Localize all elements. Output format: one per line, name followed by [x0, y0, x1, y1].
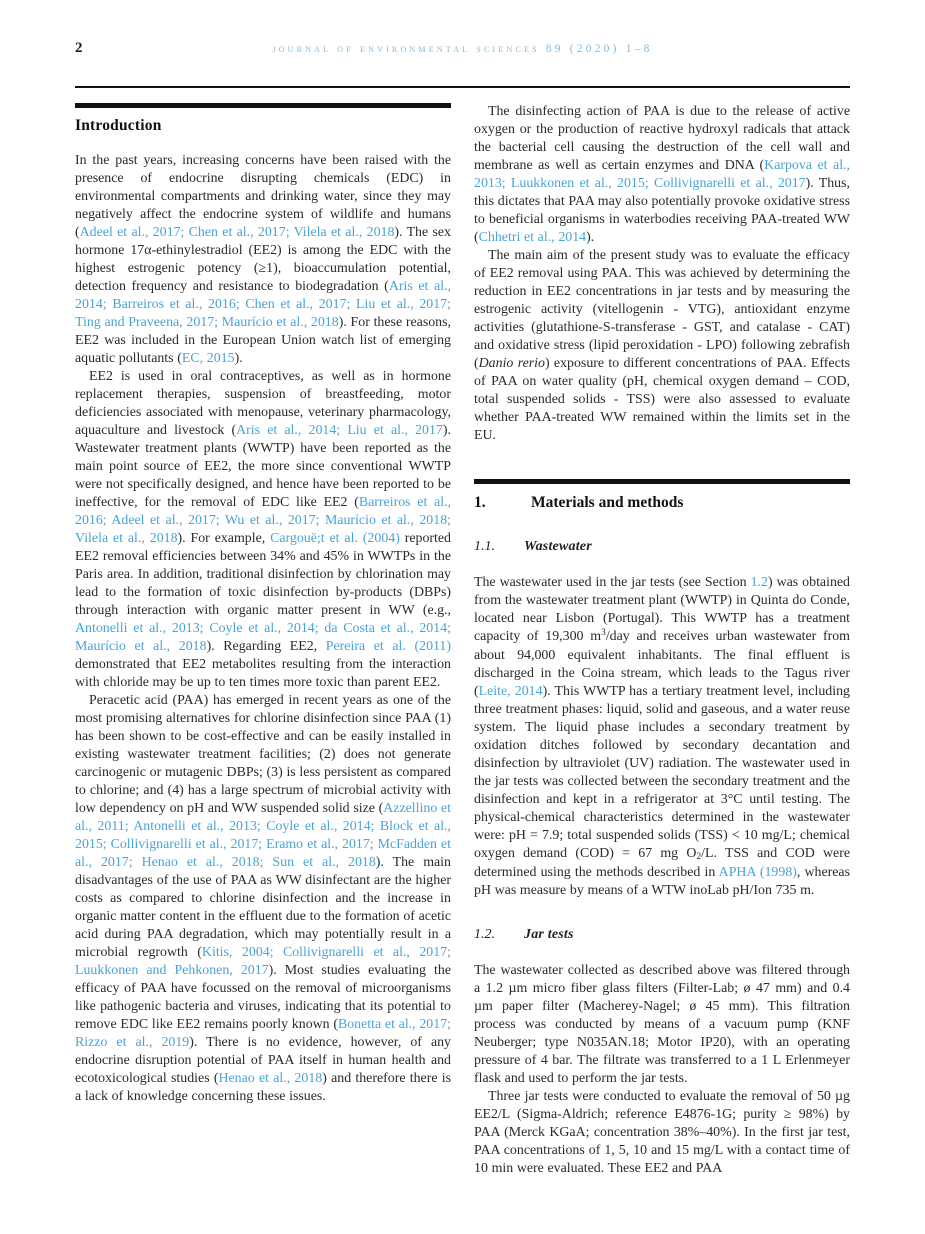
superscript: 3 [601, 627, 606, 639]
citation-link[interactable]: Chhetri et al., 2014 [478, 230, 587, 245]
citation-link[interactable]: Aris et al., 2014; Liu et al., 2017 [236, 422, 443, 438]
text-run: ). [234, 350, 243, 366]
subsection-1-2-title: Jar tests [524, 926, 574, 942]
intro-paragraph-3 [75, 692, 451, 1106]
citation-link[interactable]: Henao et al., 2018 [218, 1070, 323, 1086]
methods-heading [474, 494, 850, 512]
header-rule [75, 86, 850, 88]
text-run: ). There is no evidence, however, of any endocrine disruption potential of PAA itself in human health and ecotoxicological studies ( [75, 1034, 451, 1086]
citation-link[interactable]: Azzellino et al., 2011; Antonelli et al., 2013; Coyle et al., 2014; Block et al., 2015; Collivignarelli et al., 2017; Eramo et al., 2017; McFadden et al., 2017; Henao et al., 2018; Sun et al., 2018 [75, 800, 451, 870]
paragraph-jar-tests-2 [474, 1088, 850, 1178]
citation-link[interactable]: EC, 2015 [181, 350, 235, 366]
text-run: The wastewater collected as described above was filtered through a 1.2 µm micro fiber glass filters (Filter-Lab; ø 47 mm) and 0.4 µm paper filter (Macherey-Nagel; ø 45 mm). This filtration process was conducted by means of a vacuum pump (KNF Neuberger; type N035AN.18; Motor IP20), with an operating pressure of 4 bar. The filtrate was transferred to a 1 L Erlenmeyer flask and used to perform the jar tests. [474, 962, 850, 1086]
citation-link[interactable]: Aris et al., 2014; Barreiros et al., 2016; Chen et al., 2017; Liu et al., 2017; Ting and Praveena, 2017; Maurício et al., 2018 [75, 278, 451, 330]
text-run: Three jar tests were conducted to evaluate the removal of 50 µg EE2/L (Sigma-Aldrich; reference E4876-1G; purity ≥ 98%) by PAA (Merck KGaA; concentration 38%–40%). In the first jar test, PAA concentrations of 1, 5, 10 and 15 mg/L with a contact time of 10 min were evaluated. These EE2 and PAA [474, 1088, 850, 1176]
text-run: EE2 is used in oral contraceptives, as well as in hormone replacement therapies, suspension of breastfeeding, motor deficiencies associated with menopause, veterinary pharmacology, aquaculture and livestock ( [75, 368, 451, 438]
citation-link[interactable]: Cargouë;t et al. (2004) [270, 530, 400, 546]
introduction-section-bar [75, 103, 451, 108]
subsection-1-1-title: Wastewater [524, 538, 592, 554]
text-run: ) was obtained from the wastewater treatment plant (WWTP) in Quinta do Conde, located near Lisbon (Portugal). This WWTP has a treatment capacity of 19,300 m [474, 574, 851, 644]
citation-link[interactable]: Antonelli et al., 2013; Coyle et al., 2014; da Costa et al., 2014; Maurício et al., 2018 [75, 620, 451, 654]
text-run: ). For these reasons, EE2 was included in the European Union watch list of emerging aquatic pollutants ( [75, 314, 451, 366]
text-run: /day and receives urban wastewater from about 94,000 equivalent inhabitants. The final effluent is discharged in the Coina stream, which leads to the Tagus river ( [474, 628, 850, 699]
paragraph-wastewater [474, 574, 850, 900]
text-run: ). [586, 230, 595, 245]
citation-link[interactable]: Kitis, 2004; Collivignarelli et al., 2017; Luukkonen and Pehkonen, 2017 [75, 944, 451, 978]
text-run: demonstrated that EE2 metabolites resulting from the interaction with chloride may be up to ten times more toxic than parent EE2. [75, 656, 451, 690]
journal-title: journal of environmental sciences 89 (2020) 1–8 [272, 43, 653, 55]
subsection-1-1-wastewater [474, 539, 850, 555]
methods-heading-title: Materials and methods [531, 493, 684, 511]
two-column-body [75, 103, 850, 1178]
methods-section-bar [474, 479, 850, 484]
citation-link[interactable]: Leite, 2014 [478, 683, 543, 699]
text-run: ). Wastewater treatment plants (WWTP) have been reported as the main point source of EE2, the more since conventional WWTP were not specifically designed, and hence have been reported to be ineffective, for the removal of EDC like EE2 ( [75, 422, 451, 510]
citation-link[interactable]: APHA (1998) [718, 864, 797, 880]
subscript: 2 [696, 850, 702, 862]
subsection-1-2-number: 1.2. [474, 926, 495, 942]
text-run: The main aim of the present study was to evaluate the efficacy of EE2 removal using PAA. This was achieved by determining the reduction in EE2 concentrations in jar tests and by measuring the estrogenic activity (vitellogenin - VTG), antioxidant enzyme activities (glutathione-S-transferase - GST, and catalase - CAT) and oxidative stress (lipid peroxidation - LPO) following zebrafish ( [474, 248, 850, 371]
text-run: In the past years, increasing concerns have been raised with the presence of endocrine disrupting chemicals (EDC) in environmental compartments and drinking water, since they may negatively affect the endocrine system of wildlife and humans ( [75, 152, 451, 240]
text-run: /L. TSS and COD were determined using the methods described in [474, 845, 850, 880]
subsection-1-2-jar-tests [474, 927, 850, 943]
paragraph-jar-tests-1 [474, 962, 850, 1088]
citation-link[interactable]: 1.2 [750, 574, 768, 590]
subsection-1-1-number: 1.1. [474, 538, 495, 554]
text-run: ). Thus, this dictates that PAA may also potentially provoke oxidative stress to beneficial organisms in waterbodies receiving PAA-treated WW ( [474, 176, 850, 245]
citation-link[interactable]: Adeel et al., 2017; Chen et al., 2017; Vilela et al., 2018 [79, 224, 395, 240]
text-run: ). Most studies evaluating the efficacy of PAA have focussed on the removal of microorganisms like pathogenic bacteria and viruses, indicating that its potential to remove EDC like EE2 remains poorly known ( [75, 962, 451, 1032]
italic-text: Danio rerio [478, 356, 545, 371]
materials-and-methods-section [474, 479, 850, 1178]
text-run: ) exposure to different concentrations of PAA. Effects of PAA on water quality (pH, chemical oxygen demand – COD, total suspended solids - TSS) were also assessed to evaluate whether PAA-treated WW remained within the limits set in the EU. [474, 356, 851, 443]
paragraph-main-aim [474, 247, 850, 445]
citation-link[interactable]: Pereira et al. (2011) [325, 638, 452, 654]
page-number: 2 [75, 40, 83, 56]
citation-link[interactable]: Barreiros et al., 2016; Adeel et al., 2017; Wu et al., 2017; Maurício et al., 2018; Vilela et al., 2018 [75, 494, 451, 546]
intro-paragraph-1 [75, 152, 451, 368]
left-column [75, 103, 451, 1178]
running-head [75, 40, 850, 62]
text-run: ). For example, [177, 530, 271, 546]
methods-heading-number: 1. [474, 493, 486, 511]
text-run: The wastewater used in the jar tests (see Section [474, 574, 751, 590]
text-run: , whereas pH was measure by means of a WTW inoLab pH/Ion 735 m. [474, 864, 850, 898]
citation-link[interactable]: Bonetta et al., 2017; Rizzo et al., 2019 [75, 1016, 452, 1050]
text-run: ). This WWTP has a tertiary treatment level, including three treatment phases: liquid, solid and gaseous, and a water reuse system. The liquid phase includes a secondary treatment by oxidation ditches followed by secondary decantation and disinfection by ultraviolet (UV) radiation. The wastewater used in the jar tests was collected between the secondary treatment and the disinfection and kept in a refrigerator at 3°C until testing. The physical-chemical characteristics determined in the wastewater were: pH = 7.9; total suspended solids (TSS) < 10 mg/L; chemical oxygen demand (COD) = 67 mg O [474, 683, 850, 861]
introduction-heading: Introduction [75, 116, 162, 134]
right-column [474, 103, 850, 1178]
paragraph-disinfecting-action [474, 103, 850, 247]
text-run: ) and therefore there is a lack of knowledge concerning these issues. [75, 1070, 451, 1104]
text-run: The disinfecting action of PAA is due to the release of active oxygen or the production of reactive hydroxyl radicals that attack the bacterial cell causing the destruction of the cell wall and membrane as well as certain enzymes and DNA ( [474, 104, 850, 173]
text-run: Peracetic acid (PAA) has emerged in recent years as one of the most promising alternatives for chlorine disinfection since PAA (1) has been shown to be cost-effective and can be easily installed in existing wastewater treatment facilities; (2) does not generate carcinogenic or mutagenic DBPs; (3) is less persistent as compared to chlorine; and (4) has a large spectrum of microbial activity with low dependency on pH and WW suspended solid size ( [75, 692, 451, 816]
text-run: ). The main disadvantages of the use of PAA as WW disinfectant are the higher costs as compared to chlorine disinfection and the increase in organic matter content in the effluent due to the formation of acetic acid during PAA degradation, which may potentially result in a microbial regrowth ( [75, 854, 451, 960]
citation-link[interactable]: Karpova et al., 2013; Luukkonen et al., 2015; Collivignarelli et al., 2017 [474, 158, 850, 191]
text-run: reported EE2 removal efficiencies between 34% and 45% in WWTPs in the Paris area. In addition, traditional disinfection by chlorination may lead to the formation of toxic disinfection by-products (DBPs) through interaction with organic matter present in WW (e.g., [75, 530, 452, 618]
text-run: ). Regarding EE2, [206, 638, 326, 654]
text-run: ). The sex hormone 17α-ethinylestradiol (EE2) is among the EDC with the highest estrogenic potency (≥1), bioaccumulation potential, detection frequency and resistance to biodegradation ( [75, 224, 451, 294]
intro-paragraph-2 [75, 368, 451, 692]
